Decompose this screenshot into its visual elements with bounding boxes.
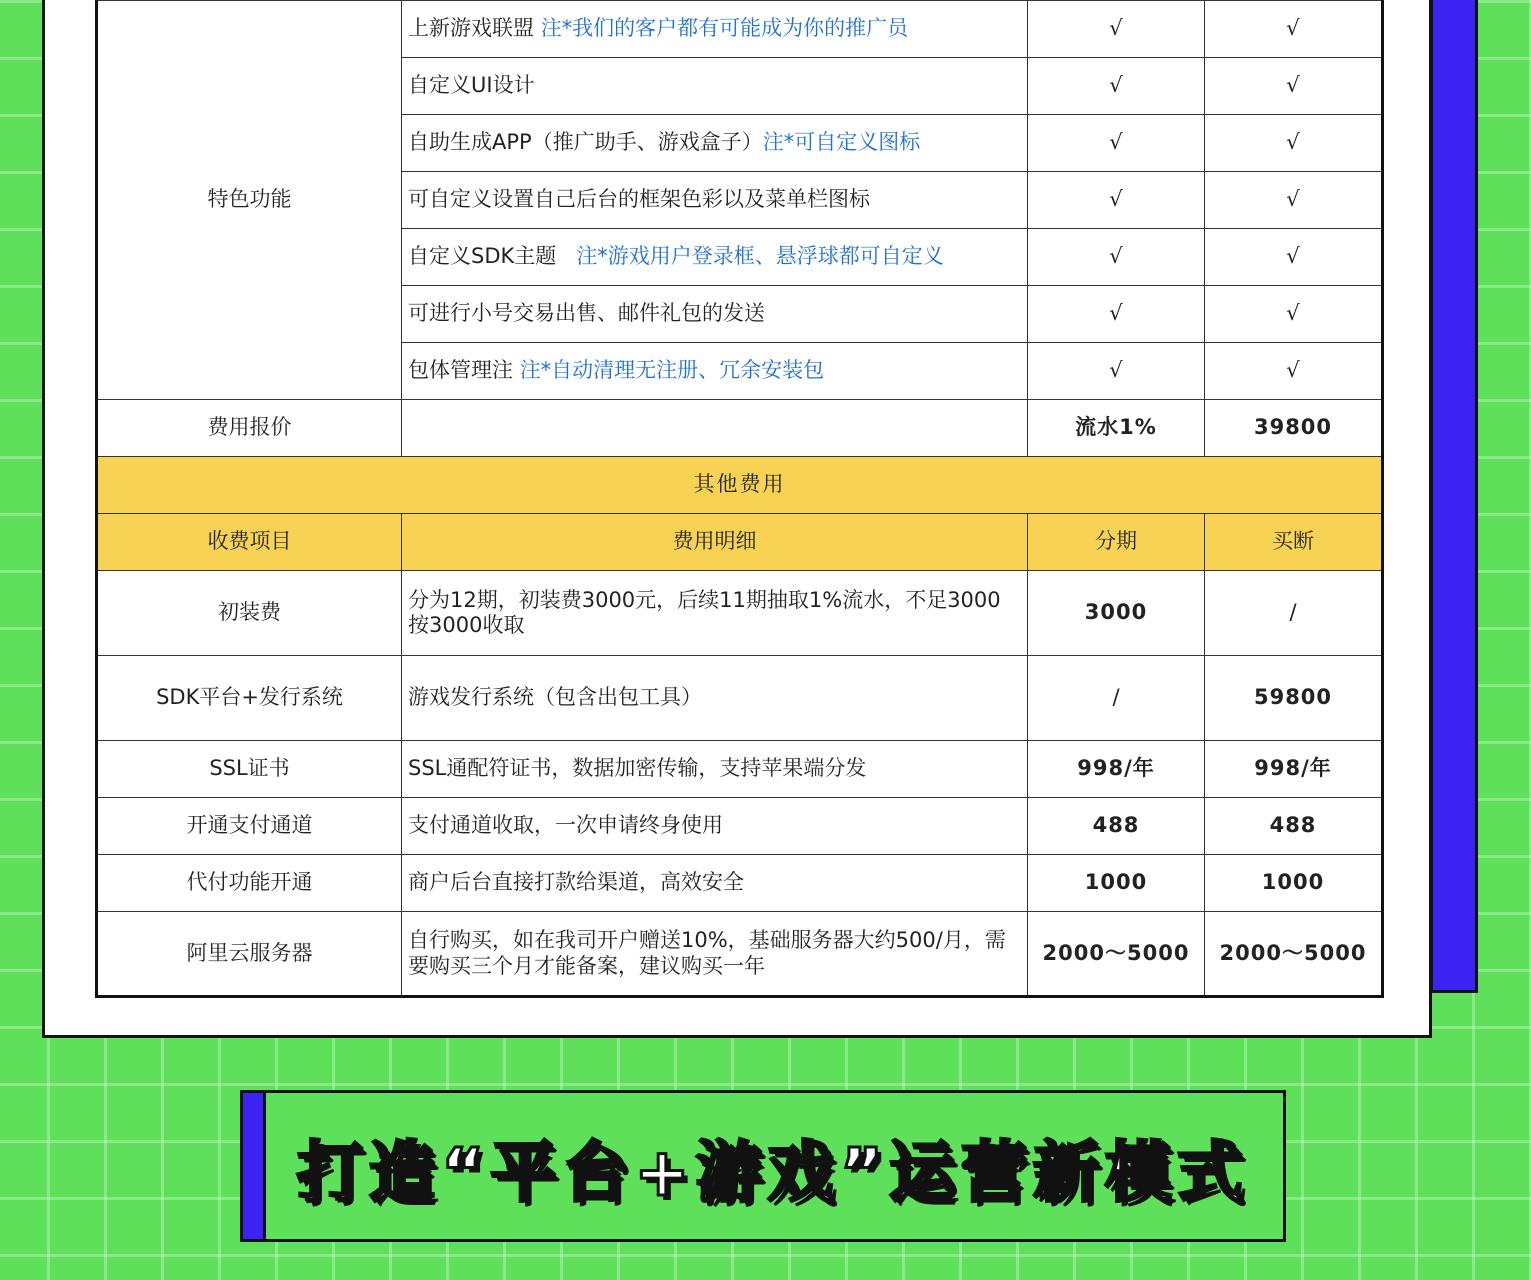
fee-installment: 1000 [1028,855,1205,912]
fee-item: SDK平台+发行系统 [97,656,402,741]
fee-installment: 998/年 [1028,741,1205,798]
fee-installment: 3000 [1028,571,1205,656]
check-mark: √ [1028,229,1205,286]
feature-cell [402,115,1028,172]
feature-text: 自定义SDK主题 [408,244,557,269]
feature-note: 注*我们的客户都有可能成为你的推广员 [540,16,909,41]
fee-installment: / [1028,656,1205,741]
feature-text: 自定义UI设计 [408,73,535,98]
slogan-banner [240,1090,1286,1242]
fee-detail: SSL通配符证书，数据加密传输，支持苹果端分发 [402,741,1028,798]
table-row [97,855,1383,912]
table-row [97,571,1383,656]
fee-buyout: 59800 [1205,656,1383,741]
feature-text: 包体管理注 [408,358,513,383]
table-row [97,1,1383,58]
feature-cell [402,229,1028,286]
check-mark: √ [1205,172,1383,229]
check-mark: √ [1028,343,1205,400]
feature-cell [402,1,1028,58]
fee-detail: 商户后台直接打款给渠道，高效安全 [402,855,1028,912]
feature-cell [402,172,1028,229]
check-mark: √ [1205,115,1383,172]
fee-item: 初装费 [97,571,402,656]
fee-installment: 488 [1028,798,1205,855]
quote-row [97,400,1383,457]
table-row [97,741,1383,798]
column-header: 收费项目 [97,514,402,571]
check-mark: √ [1028,115,1205,172]
fee-item: SSL证书 [97,741,402,798]
column-header: 费用明细 [402,514,1028,571]
section-title-row [97,457,1383,514]
header-row [97,514,1383,571]
check-mark: √ [1205,286,1383,343]
quote-price-installment: 流水1% [1028,400,1205,457]
slogan-text: 打造“平台+游戏”运营新模式 [296,1133,1250,1211]
table-row [97,656,1383,741]
fee-installment: 2000～5000 [1028,912,1205,997]
feature-cell [402,286,1028,343]
fee-buyout: 998/年 [1205,741,1383,798]
fee-buyout: / [1205,571,1383,656]
feature-text: 可自定义设置自己后台的框架色彩以及菜单栏图标 [408,187,870,212]
fee-buyout: 2000～5000 [1205,912,1383,997]
check-mark: √ [1205,1,1383,58]
fee-buyout: 488 [1205,798,1383,855]
fee-detail: 分为12期，初装费3000元，后续11期抽取1%流水，不足3000按3000收取 [402,571,1028,656]
check-mark: √ [1205,229,1383,286]
check-mark: √ [1028,286,1205,343]
fee-item: 开通支付通道 [97,798,402,855]
panel-shadow [1430,0,1478,993]
fee-item: 阿里云服务器 [97,912,402,997]
fee-detail: 支付通道收取，一次申请终身使用 [402,798,1028,855]
feature-note: 注*自动清理无注册、冗余安装包 [519,358,825,383]
feature-group-label: 特色功能 [97,1,402,400]
banner-accent-bar [243,1093,266,1239]
feature-note: 注*游戏用户登录框、悬浮球都可自定义 [576,244,944,269]
fee-buyout: 1000 [1205,855,1383,912]
feature-text: 可进行小号交易出售、邮件礼包的发送 [408,301,765,326]
fee-detail: 游戏发行系统（包含出包工具） [402,656,1028,741]
table-row [97,798,1383,855]
check-mark: √ [1028,58,1205,115]
check-mark: √ [1028,1,1205,58]
check-mark: √ [1205,58,1383,115]
column-header: 买断 [1205,514,1383,571]
table-row [97,912,1383,997]
check-mark: √ [1028,172,1205,229]
fee-item: 代付功能开通 [97,855,402,912]
quote-detail [402,400,1028,457]
pricing-table [95,0,1384,998]
check-mark: √ [1205,343,1383,400]
section-title: 其他费用 [97,457,1383,514]
feature-text: 上新游戏联盟 [408,16,534,41]
column-header: 分期 [1028,514,1205,571]
quote-label: 费用报价 [97,400,402,457]
feature-note: 注*可自定义图标 [762,130,921,155]
fee-detail: 自行购买，如在我司开户赠送10%，基础服务器大约500/月，需要购买三个月才能备案，建议购买一年 [402,912,1028,997]
feature-cell [402,343,1028,400]
quote-price-buyout: 39800 [1205,400,1383,457]
feature-cell [402,58,1028,115]
feature-text: 自助生成APP（推广助手、游戏盒子） [408,130,763,155]
